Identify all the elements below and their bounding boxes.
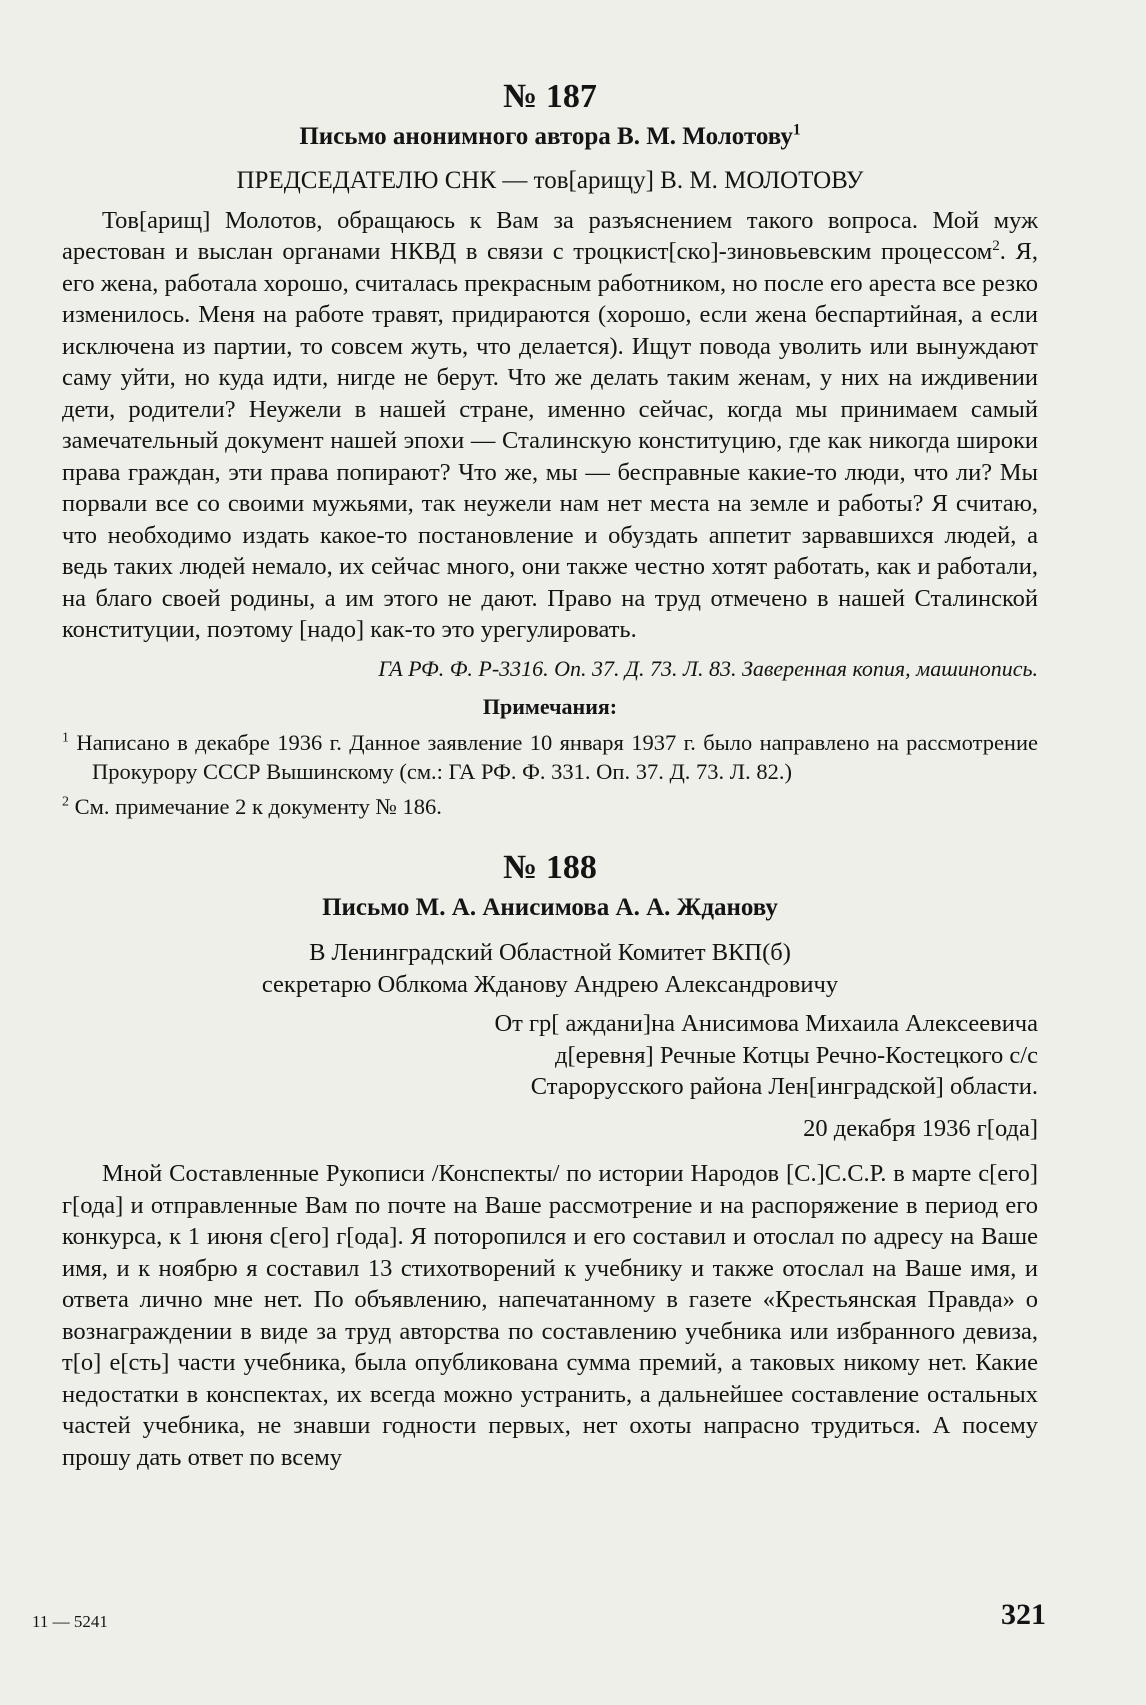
document-188 [62, 849, 1038, 1474]
document-number: № 187 [503, 78, 597, 115]
archival-source: ГА РФ. Ф. Р-3316. Оп. 37. Д. 73. Л. 83. Заверенная копия, машинопись. [378, 655, 1038, 681]
printer-signature: 11 — 5241 [32, 1612, 108, 1631]
sender-line: От гр[ аждани]на Анисимова Михаила Алексеевича [494, 1010, 1038, 1038]
document-number: № 188 [503, 848, 597, 886]
document-187 [62, 78, 1038, 821]
page-number: 321 [1001, 1598, 1046, 1631]
footnote-mark: 2 [992, 236, 1000, 254]
letter-date: 20 декабря 1936 г[ода] [803, 1114, 1038, 1142]
footnote: $^2$ См. примечание 2 к документу № 186. [62, 793, 442, 819]
footnote-mark: 1 [792, 122, 801, 140]
document-title: Письмо анонимного автора В. М. Молотову$^1$ [299, 122, 801, 151]
sender-line: д[еревня] Речные Котцы Речно-Костецкого с/с [554, 1041, 1038, 1069]
sender-line: Старорусского района Лен[инградской] области. [530, 1073, 1038, 1101]
addressee-line: В Ленинградский Областной Комитет ВКП(б) [309, 939, 791, 967]
document-title: Письмо М. А. Анисимова А. А. Жданову [322, 894, 778, 922]
addressee-line: секретарю Облкома Жданову Андрею Александровичу [261, 970, 839, 998]
letter-body: Мной Составленные Рукописи /Конспекты/ по истории Народов [С.]С.С.Р. в марте с[его] г[ода] и отправленные Вам по почте на Ваше рассмотрение и на распоряжение в период его конкурса, к 1 июня с[его] г[ода]. Я поторопился и его составил и отослал по адресу на Ваше имя, и к ноябрю я составил 13 стихотворений к учебнику и также отослал на Ваше имя, и ответа лично мне нет. По объявлению, напечатанному в газете «Крестьянская Правда» о вознаграждении в виде за труд авторства по составлению учебника или избранного девиза, т[о] е[сть] части учебника, была опубликована сумма премий, а таковых никому нет. Какие недостатки в конспектах, их всегда можно устранить, а дальнейшее составление остальных частей учебника, не знавши годности первых, нет охоты напрасно трудиться. А посему прошу дать ответ по всему [62, 1160, 1038, 1471]
letter-body: Тов[арищ] Молотов, обращаюсь к Вам за разъяснением такого вопроса. Мой муж арестован и выслан органами НКВД в связи с троцкист[ско]-зиновьевским процессом$^2$. Я, его жена, работала хорошо, считалась прекрасным работником, но после его ареста все резко изменилось. Меня на работе травят, придираются (хорошо, если жена беспартийная, а если исключена из партии, то совсем жуть, что делается). Ищут повода уволить или вынуждают саму уйти, но куда идти, нигде не берут. Что же делать таким женам, у них на иждивении дети, родители? Неужели в нашей стране, именно сейчас, когда мы принимаем самый замечательный документ нашей эпохи — Сталинскую конституцию, где как никогда широки права граждан, эти права попирают? Что же, мы — бесправные какие-то люди, что ли? Мы порвали все со своими мужьями, так неужели нам нет места на земле и работы? Я считаю, что необходимо издать какое-то постановление и обуздать аппетит зарвавшихся людей, а ведь таких людей немало, их сейчас много, они также честно хотят работать, как и работали, на благо своей родины, а им этого не дают. Право на труд отмечено в нашей Сталинской конституции, поэтому [надо] как-то это урегулировать. [62, 206, 1039, 644]
notes-heading: Примечания: [482, 693, 618, 719]
footnote: $^1$ Написано в декабре 1936 г. Данное заявление 10 января 1937 г. было направлено на рассмотрение Прокурору СССР Вышинскому (см.: ГА РФ. Ф. 331. Оп. 37. Д. 73. Л. 82.) [62, 729, 1039, 784]
addressee: ПРЕДСЕДАТЕЛЮ СНК — тов[арищу] В. М. МОЛОТОВУ [236, 166, 864, 194]
sender-block [62, 1008, 1038, 1103]
